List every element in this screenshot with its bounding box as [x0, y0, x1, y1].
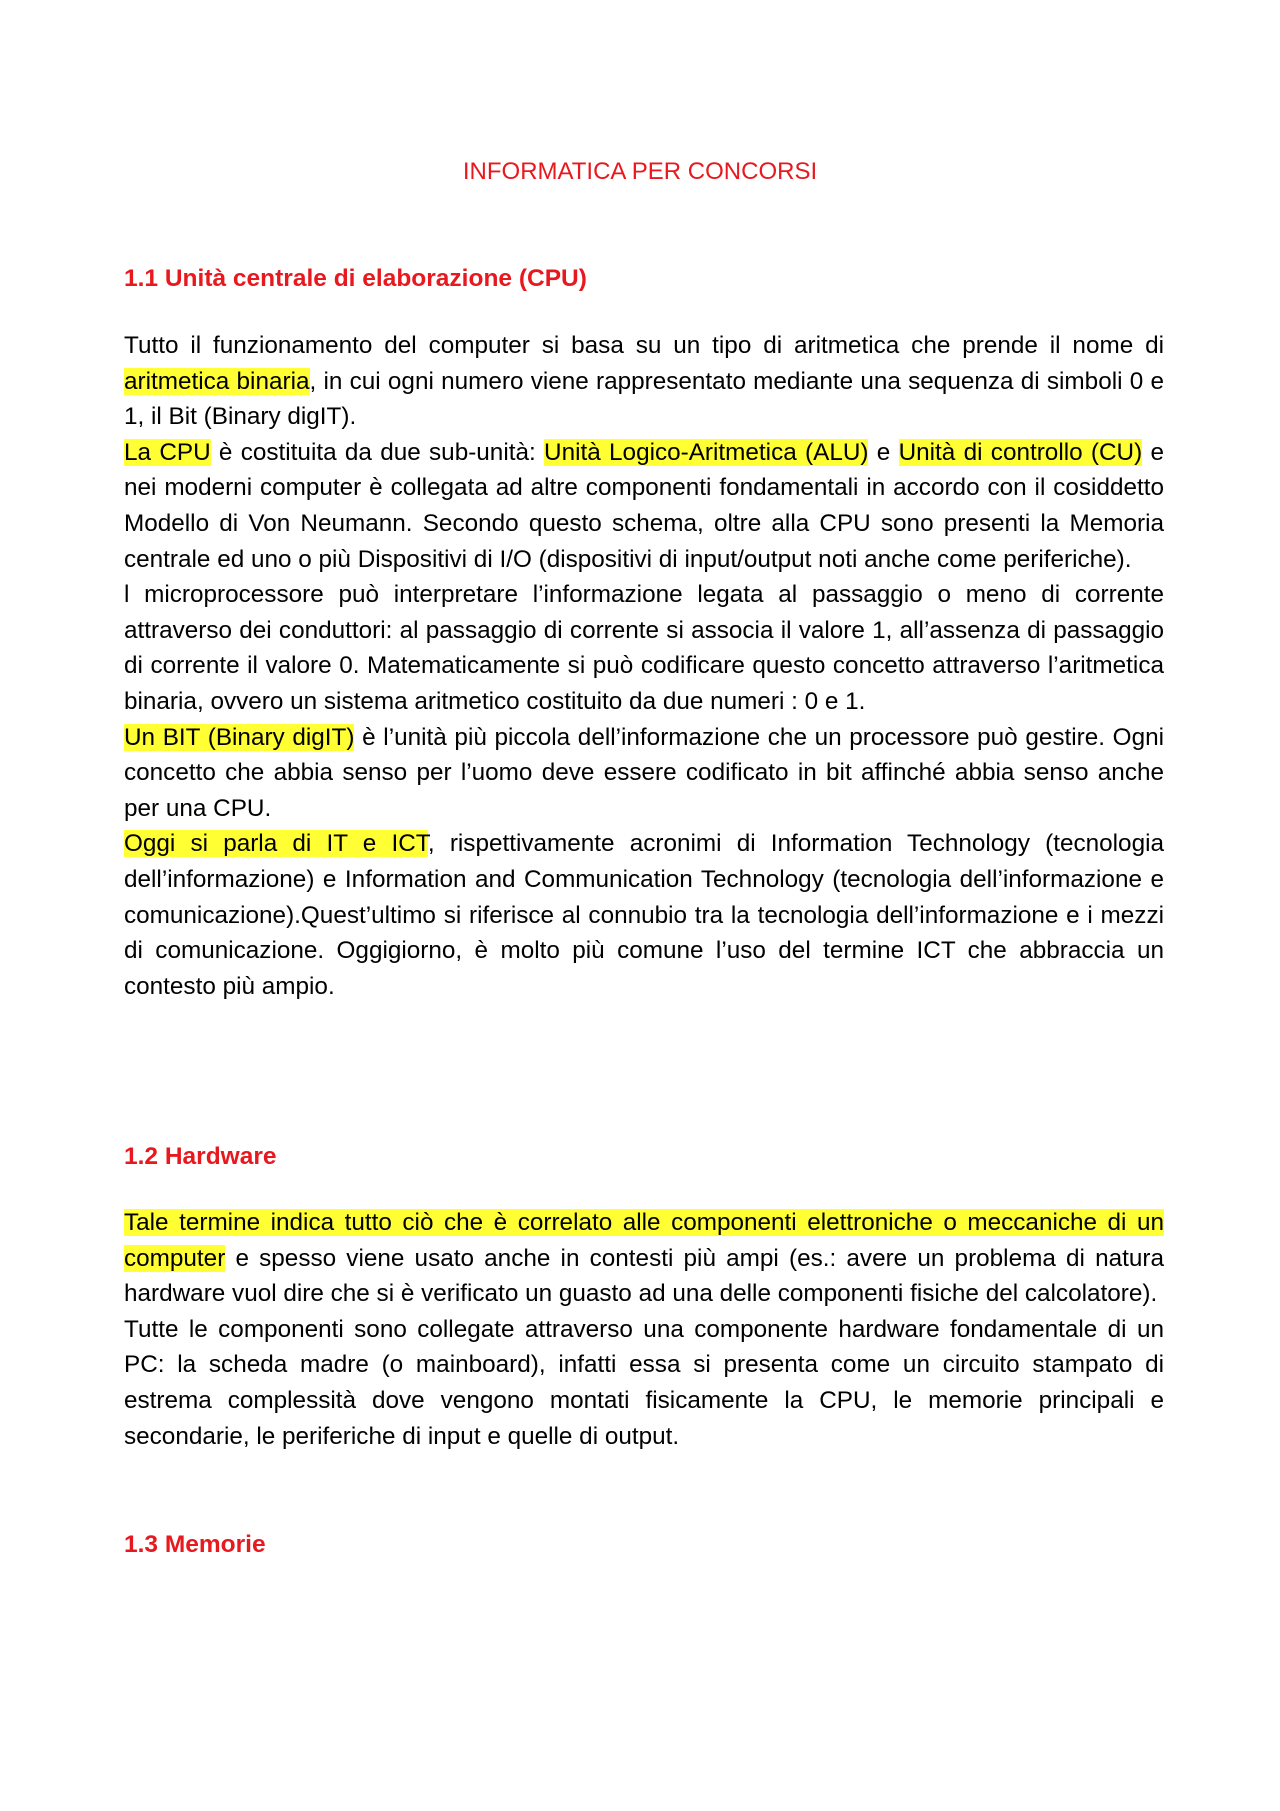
section-body-cpu [124, 328, 1164, 1004]
text-run: e spesso viene usato anche in contesti più ampi (es.: avere un problema di natura hardware vuol dire che si è verificato un guasto ad una delle componenti fisiche del calcolatore). [124, 1244, 1164, 1308]
section-heading-memorie: 1.3 Memorie [124, 1531, 266, 1558]
text-run: e [868, 438, 899, 466]
text-run: Tutte le componenti sono collegate attraverso una componente hardware fondamentale di un PC: la scheda madre (o mainboard), infatti essa si presenta come un circuito stampato di estrema complessità dove vengono montati fisicamente la CPU, le memorie principali e secondarie, le periferiche di input e quelle di output. [124, 1315, 1164, 1450]
paragraph [124, 1312, 1164, 1454]
highlighted-text: La CPU [124, 438, 211, 466]
paragraph [124, 435, 1164, 577]
paragraph [124, 826, 1164, 1004]
text-run: , rispettivamente acronimi di Information Technology (tecnologia dell’informazione) e Information and Communication Technology (tecnologia dell’informazione e comunicazione).Quest’ultimo si riferisce al connubio tra la tecnologia dell’informazione e i mezzi di comunicazione. Oggigiorno, è molto più comune l’uso del termine ICT che abbraccia un contesto più ampio. [124, 830, 1164, 1000]
paragraph [124, 328, 1164, 435]
text-run: l microprocessore può interpretare l’informazione legata al passaggio o meno di corrente attraverso dei conduttori: al passaggio di corrente si associa il valore 1, all’assenza di passaggio di corrente il valore 0. Matematicamente si può codificare questo concetto attraverso l’aritmetica binaria, ovvero un sistema aritmetico costituito da due numeri : 0 e 1. [124, 581, 1164, 715]
text-run: Tutto il funzionamento del computer si basa su un tipo di aritmetica che prende il nome di [124, 332, 1164, 359]
highlighted-text: Unità di controllo (CU) [898, 438, 1143, 466]
text-run: , in cui ogni numero viene rappresentato mediante una sequenza di simboli 0 e 1, il Bit (Binary digIT). [124, 367, 1164, 431]
document-title: INFORMATICA PER CONCORSI [462, 158, 818, 185]
highlighted-text: Tale termine indica tutto ciò che è correlato alle componenti elettroniche o meccaniche di un computer [124, 1209, 1164, 1272]
section-heading-hardware: 1.2 Hardware [124, 1143, 277, 1170]
paragraph [124, 577, 1164, 719]
paragraph [124, 720, 1164, 827]
highlighted-text: Unità Logico-Aritmetica (ALU) [544, 438, 869, 466]
highlighted-text: aritmetica binaria [124, 367, 310, 395]
text-run: è l’unità più piccola dell’informazione che un processore può gestire. Ogni concetto che abbia senso per l’uomo deve essere codificato in bit affinché abbia senso anche per una CPU. [124, 723, 1164, 822]
section-heading-cpu: 1.1 Unità centrale di elaborazione (CPU) [124, 265, 587, 292]
highlighted-text: Un BIT (Binary digIT) [124, 723, 355, 751]
highlighted-text: Oggi si parla di IT e ICT [124, 830, 428, 858]
section-body-hardware [124, 1205, 1164, 1454]
paragraph [124, 1205, 1164, 1312]
text-run: è costituita da due sub-unità: [210, 438, 545, 466]
text-run: e nei moderni computer è collegata ad altre componenti fondamentali in accordo con il cosiddetto Modello di Von Neumann. Secondo questo schema, oltre alla CPU sono presenti la Memoria centrale ed uno o più Dispositivi di I/O (dispositivi di input/output noti anche come periferiche). [124, 438, 1165, 573]
